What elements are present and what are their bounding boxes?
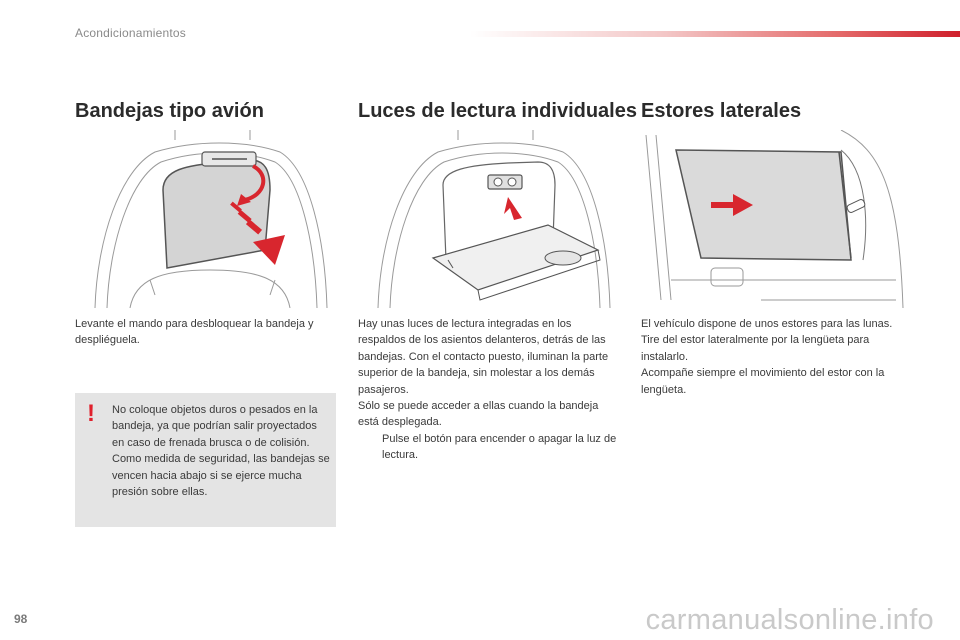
section-title: Luces de lectura individuales	[358, 100, 637, 122]
body-paragraph: El vehículo dispone de unos estores para las lunas.	[641, 318, 893, 330]
warning-text	[112, 402, 332, 500]
side-blind-illustration	[641, 130, 906, 308]
warning-paragraph: No coloque objetos duros o pesados en la bandeja, ya que podrían salir proyectados en caso de frenada brusca o de colisión.	[112, 404, 318, 449]
tray-table-illustration	[75, 130, 340, 308]
body-paragraph: Levante el mando para desbloquear la bandeja y despliéguela.	[75, 318, 314, 347]
warning-paragraph: Como medida de seguridad, las bandejas se vencen hacia abajo si se ejerce mucha presión sobre ellas.	[112, 453, 330, 499]
section-body	[641, 316, 903, 398]
watermark: carmanualsonline.info	[645, 604, 934, 636]
section-body	[75, 316, 337, 349]
body-paragraph: Tire del estor lateralmente por la lengüeta para instalarlo.	[641, 334, 870, 363]
body-paragraph: Hay unas luces de lectura integradas en los respaldos de los asientos delanteros, detrás de las bandejas. Con el contacto puesto, iluminan la parte superior de la bandeja, sin molestar a los demás pasajeros.	[358, 318, 609, 396]
warning-box	[75, 393, 336, 527]
page-header-title: Acondicionamientos	[75, 26, 186, 40]
bullet-item	[358, 431, 620, 464]
section-title: Estores laterales	[641, 100, 802, 122]
reading-light-illustration	[358, 130, 623, 308]
bullet-arrow-icon	[358, 431, 382, 464]
page-number: 98	[14, 612, 28, 626]
body-paragraph: Acompañe siempre el movimiento del estor con la lengüeta.	[641, 367, 885, 396]
section-body	[358, 316, 620, 464]
body-paragraph: Sólo se puede acceder a ellas cuando la bandeja está desplegada.	[358, 400, 599, 429]
section-title: Bandejas tipo avión	[75, 100, 264, 122]
bullet-text: Pulse el botón para encender o apagar la luz de lectura.	[382, 432, 617, 462]
header-accent-bar	[470, 31, 960, 37]
warning-exclamation-icon: !	[87, 400, 95, 427]
